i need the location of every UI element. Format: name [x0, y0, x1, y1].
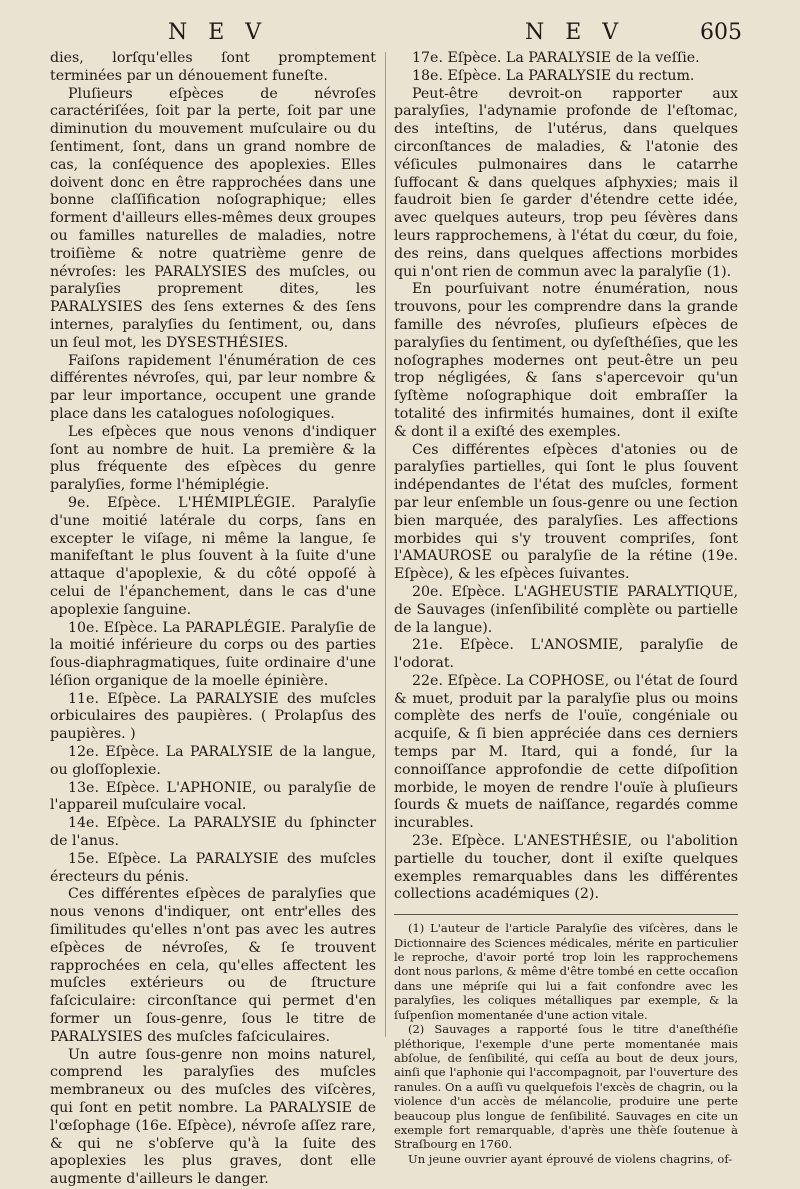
species-entry: 14e. Eſpèce. La PARALYSIE du ſphincter de l'anus. — [50, 815, 376, 850]
footnote: (1) L'auteur de l'article Paralyſie des viſcères, dans le Dictionnaire des Sciences médicales, mérite en particulier le reproche, d'avoir porté trop loin les rapprochemens dont nous parlons, & même d'être tombé en cette occaſion dans une mépriſe qui lui a fait confondre avec les paralyſies, les coliques métalliques par exemple, & la ſuſpenſion momentanée d'une action vitale. — [394, 921, 738, 1022]
species-entry: 11e. Eſpèce. La PARALYSIE des muſcles orbiculaires des paupières. ( Prolapſus des paupières. ) — [50, 690, 376, 743]
left-column — [50, 50, 376, 1189]
species-entry: 9e. Eſpèce. L'HÉMIPLÉGIE. Paralyſie d'une moitié latérale du corps, ſans en excepter le viſage, ni même la langue, ſe manifeſtant le plus ſouvent à la ſuite d'une attaque d'apoplexie, & du côté oppoſé à celui de l'épanchement, dans le cas d'une apoplexie ſanguine. — [50, 494, 376, 618]
column-divider — [385, 52, 386, 1037]
paragraph: Un autre ſous-genre non moins naturel, comprend les paralyſies des muſcles membraneux ou des muſcles des viſcères, qui ſont en petit nombre. La PARALYSIE de l'œſophage (16e. Eſpèce), névroſe aſſez rare, & qui ne s'obſerve qu'à la ſuite des apoplexies les plus graves, dont elle augmente d'ailleurs le danger. — [50, 1046, 376, 1188]
footnote: Un jeune ouvrier ayant éprouvé de violens chagrins, of- — [408, 1151, 733, 1166]
species-entry: 12e. Eſpèce. La PARALYSIE de la langue, ou gloſſoplexie. — [50, 744, 376, 778]
species-entry: 20e. Eſpèce. L'AGHEUSTIE PARALYTIQUE, de Sauvages (inſenſibilité complète ou partielle de la langue). — [394, 583, 738, 636]
paragraph: En pourſuivant notre énumération, nous trouvons, pour les comprendre dans la grande famille des névroſes, pluſieurs eſpèces de paralyſies du ſentiment, ou dyſeſthéſies, que les noſographes modernes ont peut-être un peu trop négligées, & ſans s'apercevoir qu'un ſyſtème noſographique doit embraſſer la totalité des infirmités humaines, dont il exiſte & dont il a exiſté des exemples. — [394, 281, 739, 440]
paragraph: Faiſons rapidement l'énumération de ces différentes névroſes, qui, par leur nombre & par leur importance, occupent une grande place dans les catalogues noſologiques. — [50, 352, 376, 422]
footnote: (2) Sauvages a rapporté ſous le titre d'aneſthéſie pléthorique, l'exemple d'une perte momentanée mais abſolue, de ſenſibilité, qui ceſſa au bout de deux jours, ainſi que l'aphonie qui l'accompagnoit, par l'ouverture des ranules. On a auſſi vu quelquefois l'excès de chagrin, ou la violence d'un accès de mélancolie, produire une perte beaucoup plus longue de ſenſibilité. Sauvages en cite un exemple fort remarquable, d'après une thèſe ſoutenue à Straſbourg en 1760. — [394, 1022, 738, 1152]
species-entry: 15e. Eſpèce. La PARALYSIE des muſcles érecteurs du pénis. — [50, 850, 376, 885]
paragraph: Pluſieurs eſpèces de névroſes caractériſées, ſoit par la perte, ſoit par une diminution du mouvement muſculaire ou du ſentiment, ſont, dans un grand nombre de cas, la conſéquence des apoplexies. Elles doivent donc en être rapprochées dans une bonne claſſification noſographique; elles forment d'ailleurs elles-mêmes deux groupes ou familles naturelles de maladies, notre troiſième & notre quatrième genre de névroſes: les PARALYSIES des muſcles, ou paralyſies proprement dites, les PARALYSIES des ſens externes & des ſens internes, paralyſies du ſentiment, ou, dans un ſeul mot, les DYSESTHÉSIES. — [50, 85, 376, 351]
header-right-word: N E V — [525, 20, 626, 45]
species-entry: 22e. Eſpèce. La COPHOSE, ou l'état de ſourd & muet, produit par la paralyſie plus ou moins complète des nerfs de l'ouïe, congéniale ou acquiſe, & ſi bien appréciée dans ces derniers temps par M. Itard, qui a fondé, ſur la connoiſſance approfondie de cette diſpoſition morbide, le moyen de rendre l'ouïe à pluſieurs ſourds & muets de naiſſance, regardés comme incurables. — [394, 672, 738, 832]
right-column — [394, 50, 738, 1166]
species-entry: 17e. Eſpèce. La PARALYSIE de la veſſie. — [412, 50, 700, 66]
species-entry: 13e. Eſpèce. L'APHONIE, ou paralyſie de l'appareil muſculaire vocal. — [50, 779, 376, 814]
paragraph: Les eſpèces que nous venons d'indiquer ſont au nombre de huit. La première & la plus fréquente des eſpèces du genre paralyſies, forme l'hémiplégie. — [50, 423, 376, 494]
paragraph: Ces différentes eſpèces de paralyſies que nous venons d'indiquer, ont entr'elles des ſimilitudes qu'elles n'ont pas avec les autres eſpèces de névroſes, & ſe trouvent rapprochées en cela, qu'elles affectent les muſcles extérieurs ou de ſtructure faſciculaire: circonſtance qui permet d'en former un ſous-genre, ſous le titre de PARALYSIES des muſcles faſciculaires. — [50, 886, 376, 1045]
species-entry: 18e. Eſpèce. La PARALYSIE du rectum. — [412, 67, 695, 84]
species-entry: 10e. Eſpèce. La PARAPLÉGIE. Paralyſie de la moitié inférieure du corps ou des parties ſous-diaphragmatiques, ſuite ordinaire d'une léſion organique de la moelle épinière. — [50, 619, 376, 689]
paragraph: Peut-être devroit-on rapporter aux paralyſies, l'adynamie profonde de l'eſtomac, des inteſtins, de l'utérus, dans quelques circonſtances de maladies, & l'atonie des véſicules pulmonaires dans le catarrhe ſuffocant & dans quelques aſphyxies; mais il faudroit bien ſe garder d'étendre cette idée, avec quelques auteurs, trop peu ſévères dans leurs rapprochemens, à l'état du cœur, du foie, des reins, dans quelques affections morbides qui n'ont rien de commun avec la paralyſie (1). — [394, 85, 738, 280]
page-number: 605 — [700, 20, 742, 45]
species-entry: 23e. Eſpèce. L'ANESTHÉSIE, ou l'abolition partielle du toucher, dont il exiſte quelques exemples remarquables dans les différentes collections académiques (2). — [394, 833, 738, 903]
running-header — [0, 18, 800, 48]
species-entry: 21e. Eſpèce. L'ANOSMIE, paralyſie de l'odorat. — [394, 637, 738, 672]
paragraph: Ces différentes eſpèces d'atonies ou de paralyſies partielles, qui ſont le plus ſouvent indépendantes de l'état des muſcles, forment par leur enſemble un ſous-genre ou une ſection bien marquée, des paralyſies. Les affections morbides qui s'y trouvent compriſes, ſont l'AMAUROSE ou paralyſie de la rétine (19e. Eſpèce), & les eſpèces ſuivantes. — [394, 441, 738, 583]
header-left-word: N E V — [168, 20, 269, 45]
paragraph: dies, lorſqu'elles ſont promptement terminées par un dénouement funeſte. — [50, 50, 376, 84]
footnotes — [394, 914, 738, 1166]
